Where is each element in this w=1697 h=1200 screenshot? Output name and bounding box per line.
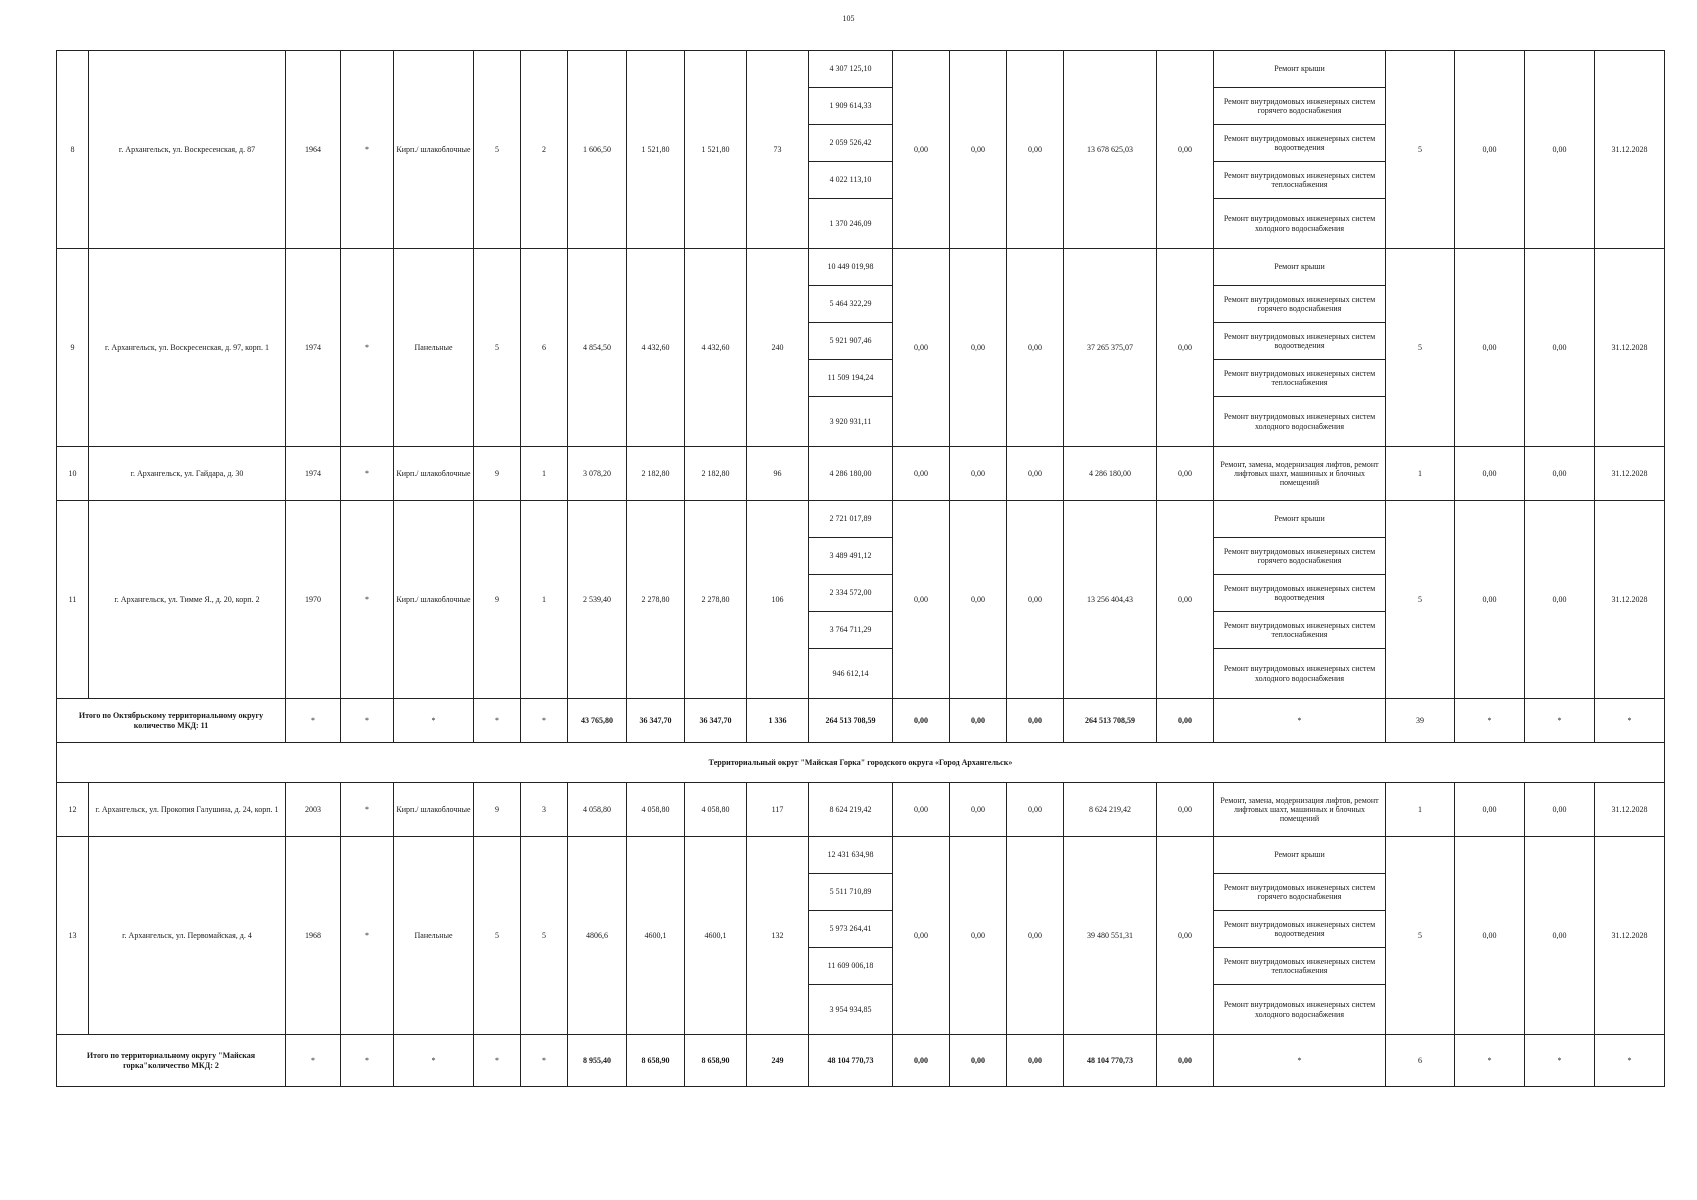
area-b-cell: 8 658,90	[685, 1035, 747, 1087]
work-cost-cell: 10 449 019,98	[809, 249, 893, 286]
work-cost-cell: 2 059 526,42	[809, 125, 893, 162]
work-type-cell: Ремонт крыши	[1214, 249, 1386, 286]
work-type-cell: Ремонт внутридомовых инженерных систем холодного водоснабжения	[1214, 985, 1386, 1035]
cost-col-b-cell: 0,00	[950, 699, 1007, 743]
work-cost-cell: 5 464 322,29	[809, 286, 893, 323]
floors-cell: 5	[474, 837, 521, 1035]
residents-cell: 73	[747, 51, 809, 249]
table-row	[57, 837, 1665, 874]
page-number: 105	[842, 14, 855, 23]
value-b-cell: 0,00	[1525, 447, 1595, 501]
area-a-cell: 1 521,80	[627, 51, 685, 249]
work-type-cell: Ремонт внутридомовых инженерных систем теплоснабжения	[1214, 948, 1386, 985]
work-type-cell: Ремонт внутридомовых инженерных систем водоотведения	[1214, 125, 1386, 162]
residents-cell: 1 336	[747, 699, 809, 743]
grand-total-cell: 48 104 770,73	[1064, 1035, 1157, 1087]
entrances-cell: 6	[521, 249, 568, 447]
work-cost-cell: 11 609 006,18	[809, 948, 893, 985]
value-a-cell: 0,00	[1455, 249, 1525, 447]
work-cost-cell: 1 909 614,33	[809, 88, 893, 125]
work-type-cell: Ремонт внутридомовых инженерных систем водоотведения	[1214, 323, 1386, 360]
work-type-cell: Ремонт внутридомовых инженерных систем теплоснабжения	[1214, 612, 1386, 649]
grand-total-cell: 264 513 708,59	[1064, 699, 1157, 743]
cost-col-c-cell: 0,00	[1007, 249, 1064, 447]
house-total-cost-cell: 4 286 180,00	[1064, 447, 1157, 501]
work-type-cell: Ремонт крыши	[1214, 501, 1386, 538]
cost-col-a-cell: 0,00	[893, 51, 950, 249]
star-cell: *	[1595, 699, 1665, 743]
cost-col-a-cell: 0,00	[893, 501, 950, 699]
wall-material-cell: Кирп./ шлакоблочные	[394, 51, 474, 249]
work-type-cell: Ремонт внутридомовых инженерных систем теплоснабжения	[1214, 360, 1386, 397]
cost-col-a-cell: 0,00	[893, 249, 950, 447]
year-cell: 1968	[286, 837, 341, 1035]
wall-material-cell: Панельные	[394, 249, 474, 447]
cost-col-b-cell: 0,00	[950, 501, 1007, 699]
value-b-cell: 0,00	[1525, 783, 1595, 837]
cost-col-b-cell: 0,00	[950, 447, 1007, 501]
work-type-cell: Ремонт внутридомовых инженерных систем горячего водоснабжения	[1214, 88, 1386, 125]
address-cell: г. Архангельск, ул. Воскресенская, д. 87	[89, 51, 286, 249]
work-cost-cell: 946 612,14	[809, 649, 893, 699]
deadline-cell: 31.12.2028	[1595, 447, 1665, 501]
wall-material-cell: Кирп./ шлакоблочные	[394, 447, 474, 501]
work-cost-cell: 3 920 931,11	[809, 397, 893, 447]
cost-col-b-cell: 0,00	[950, 249, 1007, 447]
work-type-cell: Ремонт внутридомовых инженерных систем теплоснабжения	[1214, 162, 1386, 199]
residents-cell: 240	[747, 249, 809, 447]
work-count-cell: 39	[1386, 699, 1455, 743]
work-type-cell: Ремонт крыши	[1214, 837, 1386, 874]
floors-cell: 9	[474, 501, 521, 699]
residents-cell: 106	[747, 501, 809, 699]
value-a-cell: 0,00	[1455, 837, 1525, 1035]
total-area-cell: 2 539,40	[568, 501, 627, 699]
entrances-cell: 1	[521, 447, 568, 501]
floors-cell: 9	[474, 783, 521, 837]
area-a-cell: 4 058,80	[627, 783, 685, 837]
star-cell: *	[394, 699, 474, 743]
house-total-cost-cell: 13 678 625,03	[1064, 51, 1157, 249]
total-cost-cell: 264 513 708,59	[809, 699, 893, 743]
cost-col-d-cell: 0,00	[1157, 837, 1214, 1035]
cost-col-b-cell: 0,00	[950, 51, 1007, 249]
residents-cell: 249	[747, 1035, 809, 1087]
star-cell: *	[474, 1035, 521, 1087]
residents-cell: 117	[747, 783, 809, 837]
cost-col-d-cell: 0,00	[1157, 249, 1214, 447]
star-cell: *	[1595, 1035, 1665, 1087]
wall-material-cell: Кирп./ шлакоблочные	[394, 501, 474, 699]
house-total-cost-cell: 37 265 375,07	[1064, 249, 1157, 447]
house-total-cost-cell: 13 256 404,43	[1064, 501, 1157, 699]
work-cost-cell: 1 370 246,09	[809, 199, 893, 249]
work-type-cell: Ремонт внутридомовых инженерных систем холодного водоснабжения	[1214, 397, 1386, 447]
row-number-cell: 13	[57, 837, 89, 1035]
total-row	[57, 1035, 1665, 1087]
area-a-cell: 36 347,70	[627, 699, 685, 743]
area-a-cell: 8 658,90	[627, 1035, 685, 1087]
work-cost-cell: 3 954 934,85	[809, 985, 893, 1035]
star-cell: *	[341, 699, 394, 743]
star-cell: *	[341, 1035, 394, 1087]
total-area-cell: 43 765,80	[568, 699, 627, 743]
star-cell: *	[341, 783, 394, 837]
wall-material-cell: Панельные	[394, 837, 474, 1035]
cost-col-c-cell: 0,00	[1007, 1035, 1064, 1087]
work-cost-cell: 4 307 125,10	[809, 51, 893, 88]
cost-col-a-cell: 0,00	[893, 699, 950, 743]
cost-col-c-cell: 0,00	[1007, 501, 1064, 699]
deadline-cell: 31.12.2028	[1595, 51, 1665, 249]
total-area-cell: 8 955,40	[568, 1035, 627, 1087]
repair-program-table	[56, 50, 1665, 1087]
house-total-cost-cell: 8 624 219,42	[1064, 783, 1157, 837]
star-cell: *	[1455, 699, 1525, 743]
star-cell: *	[341, 447, 394, 501]
work-type-cell: Ремонт внутридомовых инженерных систем холодного водоснабжения	[1214, 649, 1386, 699]
cost-col-c-cell: 0,00	[1007, 699, 1064, 743]
area-a-cell: 2 182,80	[627, 447, 685, 501]
cost-col-d-cell: 0,00	[1157, 51, 1214, 249]
table-row	[57, 447, 1665, 501]
work-type-cell: Ремонт внутридомовых инженерных систем холодного водоснабжения	[1214, 199, 1386, 249]
address-cell: г. Архангельск, ул. Воскресенская, д. 97, корп. 1	[89, 249, 286, 447]
total-area-cell: 4 058,80	[568, 783, 627, 837]
cost-col-c-cell: 0,00	[1007, 783, 1064, 837]
value-b-cell: 0,00	[1525, 501, 1595, 699]
cost-col-b-cell: 0,00	[950, 1035, 1007, 1087]
section-heading: Территориальный округ "Майская Горка" городского округа «Город Архангельск»	[57, 743, 1665, 783]
work-type-cell: Ремонт внутридомовых инженерных систем горячего водоснабжения	[1214, 874, 1386, 911]
star-cell: *	[341, 249, 394, 447]
total-area-cell: 4 854,50	[568, 249, 627, 447]
cost-col-d-cell: 0,00	[1157, 699, 1214, 743]
work-type-cell: Ремонт внутридомовых инженерных систем горячего водоснабжения	[1214, 286, 1386, 323]
cost-col-d-cell: 0,00	[1157, 1035, 1214, 1087]
cost-col-d-cell: 0,00	[1157, 501, 1214, 699]
work-cost-cell: 3 489 491,12	[809, 538, 893, 575]
work-count-cell: 1	[1386, 447, 1455, 501]
work-type-cell: Ремонт внутридомовых инженерных систем водоотведения	[1214, 575, 1386, 612]
work-cost-cell: 12 431 634,98	[809, 837, 893, 874]
row-number-cell: 11	[57, 501, 89, 699]
entrances-cell: 3	[521, 783, 568, 837]
work-cost-cell: 4 286 180,00	[809, 447, 893, 501]
residents-cell: 132	[747, 837, 809, 1035]
floors-cell: 5	[474, 51, 521, 249]
cost-col-a-cell: 0,00	[893, 837, 950, 1035]
cost-col-b-cell: 0,00	[950, 783, 1007, 837]
star-cell: *	[341, 837, 394, 1035]
value-b-cell: 0,00	[1525, 837, 1595, 1035]
work-cost-cell: 5 921 907,46	[809, 323, 893, 360]
table-row	[57, 249, 1665, 286]
work-type-cell: Ремонт, замена, модернизация лифтов, ремонт лифтовых шахт, машинных и блочных помещений	[1214, 783, 1386, 837]
table-body	[57, 51, 1665, 1087]
cost-col-b-cell: 0,00	[950, 837, 1007, 1035]
entrances-cell: 5	[521, 837, 568, 1035]
table-row	[57, 501, 1665, 538]
star-cell: *	[286, 699, 341, 743]
work-type-cell: Ремонт, замена, модернизация лифтов, ремонт лифтовых шахт, машинных и блочных помещений	[1214, 447, 1386, 501]
star-cell: *	[521, 699, 568, 743]
deadline-cell: 31.12.2028	[1595, 783, 1665, 837]
star-cell: *	[341, 51, 394, 249]
work-cost-cell: 5 973 264,41	[809, 911, 893, 948]
star-cell: *	[394, 1035, 474, 1087]
deadline-cell: 31.12.2028	[1595, 837, 1665, 1035]
work-cost-cell: 3 764 711,29	[809, 612, 893, 649]
section-heading-row	[57, 743, 1665, 783]
work-cost-cell: 11 509 194,24	[809, 360, 893, 397]
work-cost-cell: 8 624 219,42	[809, 783, 893, 837]
floors-cell: 5	[474, 249, 521, 447]
work-cost-cell: 4 022 113,10	[809, 162, 893, 199]
star-cell: *	[1214, 699, 1386, 743]
work-count-cell: 6	[1386, 1035, 1455, 1087]
star-cell: *	[1455, 1035, 1525, 1087]
total-area-cell: 1 606,50	[568, 51, 627, 249]
table-row	[57, 51, 1665, 88]
work-count-cell: 5	[1386, 249, 1455, 447]
total-label-cell: Итого по территориальному округу "Майская горка"количество МКД: 2	[57, 1035, 286, 1087]
work-count-cell: 5	[1386, 501, 1455, 699]
star-cell: *	[341, 501, 394, 699]
value-b-cell: 0,00	[1525, 51, 1595, 249]
star-cell: *	[521, 1035, 568, 1087]
row-number-cell: 10	[57, 447, 89, 501]
area-b-cell: 1 521,80	[685, 51, 747, 249]
deadline-cell: 31.12.2028	[1595, 501, 1665, 699]
cost-col-a-cell: 0,00	[893, 1035, 950, 1087]
wall-material-cell: Кирп./ шлакоблочные	[394, 783, 474, 837]
total-cost-cell: 48 104 770,73	[809, 1035, 893, 1087]
address-cell: г. Архангельск, ул. Гайдара, д. 30	[89, 447, 286, 501]
work-type-cell: Ремонт внутридомовых инженерных систем горячего водоснабжения	[1214, 538, 1386, 575]
area-b-cell: 4 432,60	[685, 249, 747, 447]
table-row	[57, 783, 1665, 837]
row-number-cell: 12	[57, 783, 89, 837]
total-label-cell: Итого по Октябрьскому территориальному округу количество МКД: 11	[57, 699, 286, 743]
house-total-cost-cell: 39 480 551,31	[1064, 837, 1157, 1035]
work-type-cell: Ремонт крыши	[1214, 51, 1386, 88]
area-a-cell: 4600,1	[627, 837, 685, 1035]
cost-col-c-cell: 0,00	[1007, 51, 1064, 249]
star-cell: *	[1525, 1035, 1595, 1087]
work-count-cell: 1	[1386, 783, 1455, 837]
year-cell: 1970	[286, 501, 341, 699]
floors-cell: 9	[474, 447, 521, 501]
year-cell: 1974	[286, 249, 341, 447]
value-b-cell: 0,00	[1525, 249, 1595, 447]
entrances-cell: 1	[521, 501, 568, 699]
area-a-cell: 2 278,80	[627, 501, 685, 699]
star-cell: *	[1525, 699, 1595, 743]
cost-col-d-cell: 0,00	[1157, 447, 1214, 501]
value-a-cell: 0,00	[1455, 447, 1525, 501]
deadline-cell: 31.12.2028	[1595, 249, 1665, 447]
year-cell: 2003	[286, 783, 341, 837]
area-b-cell: 4 058,80	[685, 783, 747, 837]
total-area-cell: 4806,6	[568, 837, 627, 1035]
work-type-cell: Ремонт внутридомовых инженерных систем водоотведения	[1214, 911, 1386, 948]
year-cell: 1964	[286, 51, 341, 249]
year-cell: 1974	[286, 447, 341, 501]
row-number-cell: 8	[57, 51, 89, 249]
total-area-cell: 3 078,20	[568, 447, 627, 501]
star-cell: *	[286, 1035, 341, 1087]
address-cell: г. Архангельск, ул. Первомайская, д. 4	[89, 837, 286, 1035]
address-cell: г. Архангельск, ул. Прокопия Галушина, д. 24, корп. 1	[89, 783, 286, 837]
area-b-cell: 2 182,80	[685, 447, 747, 501]
cost-col-c-cell: 0,00	[1007, 447, 1064, 501]
work-count-cell: 5	[1386, 51, 1455, 249]
total-row	[57, 699, 1665, 743]
address-cell: г. Архангельск, ул. Тимме Я., д. 20, корп. 2	[89, 501, 286, 699]
area-b-cell: 4600,1	[685, 837, 747, 1035]
cost-col-c-cell: 0,00	[1007, 837, 1064, 1035]
value-a-cell: 0,00	[1455, 783, 1525, 837]
star-cell: *	[1214, 1035, 1386, 1087]
star-cell: *	[474, 699, 521, 743]
value-a-cell: 0,00	[1455, 51, 1525, 249]
cost-col-d-cell: 0,00	[1157, 783, 1214, 837]
row-number-cell: 9	[57, 249, 89, 447]
entrances-cell: 2	[521, 51, 568, 249]
work-cost-cell: 2 721 017,89	[809, 501, 893, 538]
area-a-cell: 4 432,60	[627, 249, 685, 447]
cost-col-a-cell: 0,00	[893, 447, 950, 501]
cost-col-a-cell: 0,00	[893, 783, 950, 837]
value-a-cell: 0,00	[1455, 501, 1525, 699]
residents-cell: 96	[747, 447, 809, 501]
work-count-cell: 5	[1386, 837, 1455, 1035]
area-b-cell: 2 278,80	[685, 501, 747, 699]
work-cost-cell: 2 334 572,00	[809, 575, 893, 612]
work-cost-cell: 5 511 710,89	[809, 874, 893, 911]
area-b-cell: 36 347,70	[685, 699, 747, 743]
